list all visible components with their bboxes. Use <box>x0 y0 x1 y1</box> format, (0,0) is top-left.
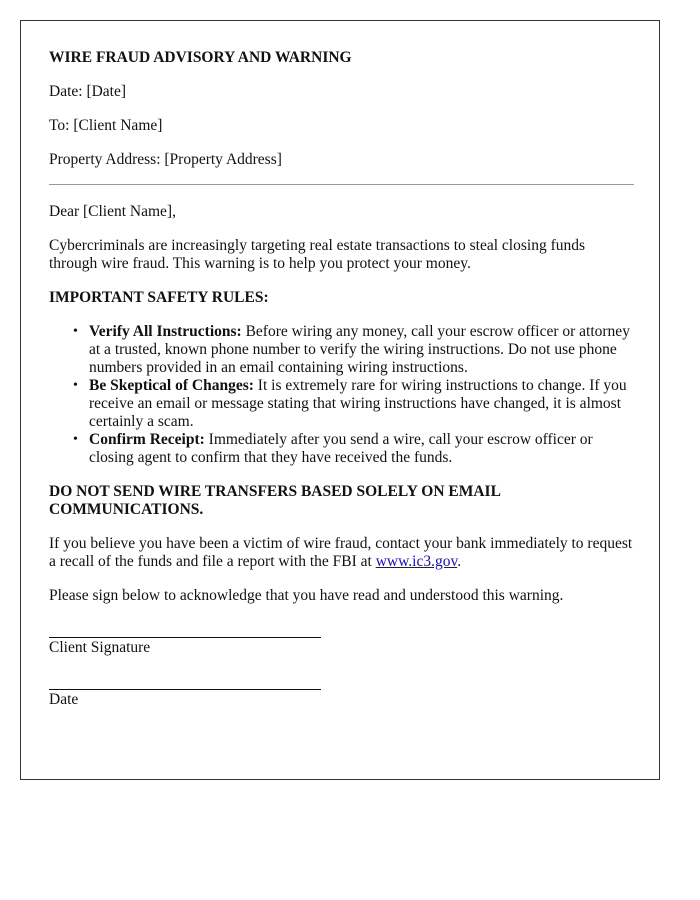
rule-item-verify <box>49 323 634 377</box>
rule-text: It is extremely rare for wiring instructions to change. If you receive an email or message stating that wiring instructions have changed, it is almost certainly a scam. <box>89 377 627 430</box>
bullet-icon: • <box>73 378 78 393</box>
victim-text-end: . <box>457 553 462 570</box>
client-signature-label: Client Signature <box>49 639 151 656</box>
rule-title: Be Skeptical of Changes: <box>89 377 254 394</box>
rule-item-skeptical <box>49 377 634 431</box>
date-line: Date: [Date] <box>49 83 127 100</box>
acknowledge-paragraph: Please sign below to acknowledge that you have read and understood this warning. <box>49 587 564 604</box>
rule-text: Before wiring any money, call your escrow officer or attorney at a trusted, known phone number to verify the wiring instructions. Do not use phone numbers provided in an email containing wiring instructions. <box>89 323 630 376</box>
date-signature-line[interactable] <box>49 689 321 690</box>
salutation: Dear [Client Name], <box>49 203 176 220</box>
header-divider <box>49 184 634 185</box>
bullet-icon: • <box>73 432 78 447</box>
signature-line[interactable] <box>49 637 321 638</box>
property-address-line: Property Address: [Property Address] <box>49 151 282 168</box>
safety-rules-list <box>49 323 634 467</box>
victim-paragraph <box>49 535 634 571</box>
rule-item-confirm <box>49 431 634 467</box>
date-signature-label: Date <box>49 691 79 708</box>
victim-text: If you believe you have been a victim of wire fraud, contact your bank immediately to request a recall of the funds and file a report with the FBI at <box>49 535 633 570</box>
document-page <box>20 20 660 780</box>
intro-paragraph: Cybercriminals are increasingly targeting real estate transactions to steal closing funds through wire fraud. This warning is to help you protect your money. <box>49 237 586 272</box>
to-line: To: [Client Name] <box>49 117 163 134</box>
bullet-icon: • <box>73 324 78 339</box>
ic3-link[interactable]: www.ic3.gov <box>375 553 458 570</box>
rule-title: Verify All Instructions: <box>89 323 242 340</box>
rule-title: Confirm Receipt: <box>89 431 205 448</box>
email-warning-heading: DO NOT SEND WIRE TRANSFERS BASED SOLELY ON EMAIL COMMUNICATIONS. <box>49 483 501 518</box>
document-title: WIRE FRAUD ADVISORY AND WARNING <box>49 49 352 66</box>
safety-rules-heading: IMPORTANT SAFETY RULES: <box>49 289 269 306</box>
rule-text: Immediately after you send a wire, call your escrow officer or closing agent to confirm that they have received the funds. <box>89 431 593 466</box>
